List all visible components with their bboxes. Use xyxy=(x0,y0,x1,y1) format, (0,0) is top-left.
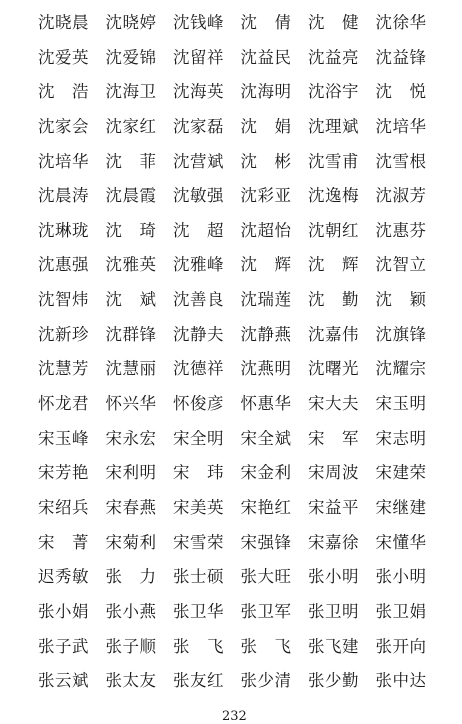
name-entry: 沈 辉 xyxy=(308,255,359,275)
name-entry: 沈爱锦 xyxy=(105,47,157,67)
name-entry: 沈海英 xyxy=(173,82,224,102)
name-entry: 沈善良 xyxy=(173,290,224,310)
name-entry: 沈 勤 xyxy=(308,290,359,310)
name-entry: 张中达 xyxy=(375,671,427,691)
name-entry: 沈爱英 xyxy=(38,47,89,67)
name-entry: 沈静夫 xyxy=(173,324,224,344)
name-entry: 沈益民 xyxy=(240,47,292,67)
name-entry: 宋永宏 xyxy=(105,428,157,448)
name-entry: 沈静燕 xyxy=(240,324,292,344)
name-entry: 张大旺 xyxy=(240,567,292,587)
name-entry: 沈朝红 xyxy=(308,220,359,240)
name-entry: 怀俊彦 xyxy=(173,394,224,414)
name-entry: 宋继建 xyxy=(375,497,427,517)
name-list-grid xyxy=(38,6,440,699)
name-entry: 张子顺 xyxy=(105,636,157,656)
name-entry: 宋全明 xyxy=(173,428,224,448)
name-entry: 沈理斌 xyxy=(308,116,359,136)
name-entry: 迟秀敏 xyxy=(38,567,89,587)
name-entry: 沈家会 xyxy=(38,116,89,136)
name-entry: 沈慧芳 xyxy=(38,359,89,379)
name-entry: 沈 菲 xyxy=(105,151,157,171)
name-entry: 沈智炜 xyxy=(38,290,89,310)
name-entry: 宋大夫 xyxy=(308,394,359,414)
name-entry: 宋建荣 xyxy=(375,463,427,483)
name-entry: 宋利明 xyxy=(105,463,157,483)
name-entry: 宋 菁 xyxy=(38,532,89,552)
name-entry: 张太友 xyxy=(105,671,157,691)
name-entry: 宋玉明 xyxy=(375,394,427,414)
name-entry: 张 力 xyxy=(105,567,157,587)
name-entry: 沈 琦 xyxy=(105,220,157,240)
name-entry: 怀龙君 xyxy=(38,394,89,414)
name-entry: 沈德祥 xyxy=(173,359,224,379)
name-entry: 张小明 xyxy=(308,567,359,587)
name-entry: 张士硕 xyxy=(173,567,224,587)
name-entry: 沈晨霞 xyxy=(105,186,157,206)
name-entry: 沈营斌 xyxy=(173,151,224,171)
name-entry: 沈 斌 xyxy=(105,290,157,310)
name-entry: 沈徐华 xyxy=(375,13,427,32)
name-entry: 沈晓晨 xyxy=(38,13,89,32)
name-entry: 沈曙光 xyxy=(308,359,359,379)
name-entry: 宋艳红 xyxy=(240,497,292,517)
name-entry: 张小燕 xyxy=(105,601,157,621)
name-entry: 宋嘉徐 xyxy=(308,532,359,552)
name-entry: 沈培华 xyxy=(38,151,89,171)
name-entry: 沈 悦 xyxy=(375,82,427,102)
name-entry: 宋全斌 xyxy=(240,428,292,448)
name-entry: 沈新珍 xyxy=(38,324,89,344)
name-entry: 沈雪根 xyxy=(375,151,427,171)
name-entry: 沈智立 xyxy=(375,255,427,275)
name-entry: 沈 倩 xyxy=(240,13,292,32)
name-entry: 宋强锋 xyxy=(240,532,292,552)
name-entry: 张友红 xyxy=(173,671,224,691)
name-entry: 怀兴华 xyxy=(105,394,157,414)
name-entry: 沈海明 xyxy=(240,82,292,102)
name-entry: 沈海卫 xyxy=(105,82,157,102)
name-entry: 沈燕明 xyxy=(240,359,292,379)
name-entry: 宋玉峰 xyxy=(38,428,89,448)
name-entry: 怀惠华 xyxy=(240,394,292,414)
name-entry: 沈瑞莲 xyxy=(240,290,292,310)
name-entry: 沈 颖 xyxy=(375,290,427,310)
name-entry: 张卫明 xyxy=(308,601,359,621)
name-entry: 沈晓婷 xyxy=(105,13,157,32)
name-entry: 沈旗锋 xyxy=(375,324,427,344)
name-entry: 张少勤 xyxy=(308,671,359,691)
name-entry: 沈留祥 xyxy=(173,47,224,67)
name-entry: 沈超怡 xyxy=(240,220,292,240)
name-entry: 沈 浩 xyxy=(38,82,89,102)
name-entry: 张卫华 xyxy=(173,601,224,621)
name-entry: 沈淑芳 xyxy=(375,186,427,206)
name-entry: 张 飞 xyxy=(173,636,224,656)
name-entry: 沈益亮 xyxy=(308,47,359,67)
name-entry: 沈 彬 xyxy=(240,151,292,171)
name-entry: 张云斌 xyxy=(38,671,89,691)
page-number: 232 xyxy=(222,709,247,724)
name-entry: 宋懂华 xyxy=(375,532,427,552)
name-entry: 宋雪荣 xyxy=(173,532,224,552)
name-entry: 宋金利 xyxy=(240,463,292,483)
name-entry: 宋周波 xyxy=(308,463,359,483)
name-entry: 沈晨涛 xyxy=(38,186,89,206)
name-entry: 沈群锋 xyxy=(105,324,157,344)
name-entry: 张开向 xyxy=(375,636,427,656)
name-entry: 沈雅峰 xyxy=(173,255,224,275)
name-entry: 沈逸梅 xyxy=(308,186,359,206)
name-entry: 沈惠芬 xyxy=(375,220,427,240)
name-entry: 沈惠强 xyxy=(38,255,89,275)
name-entry: 宋绍兵 xyxy=(38,497,89,517)
name-entry: 沈浴宇 xyxy=(308,82,359,102)
name-entry: 张子武 xyxy=(38,636,89,656)
name-entry: 沈 娟 xyxy=(240,116,292,136)
name-entry: 沈嘉伟 xyxy=(308,324,359,344)
name-entry: 张小明 xyxy=(375,567,427,587)
name-entry: 宋美英 xyxy=(173,497,224,517)
name-entry: 张卫军 xyxy=(240,601,292,621)
name-entry: 张 飞 xyxy=(240,636,292,656)
name-entry: 沈益锋 xyxy=(375,47,427,67)
name-entry: 沈雅英 xyxy=(105,255,157,275)
name-entry: 宋益平 xyxy=(308,497,359,517)
name-entry: 宋菊利 xyxy=(105,532,157,552)
name-entry: 沈家红 xyxy=(105,116,157,136)
name-entry: 张小娟 xyxy=(38,601,89,621)
name-entry: 张少清 xyxy=(240,671,292,691)
name-entry: 沈家磊 xyxy=(173,116,224,136)
name-entry: 宋 玮 xyxy=(173,463,224,483)
name-entry: 沈彩亚 xyxy=(240,186,292,206)
name-entry: 张卫娟 xyxy=(375,601,427,621)
name-entry: 沈敏强 xyxy=(173,186,224,206)
name-entry: 沈耀宗 xyxy=(375,359,427,379)
name-entry: 沈雪甫 xyxy=(308,151,359,171)
name-entry: 宋 军 xyxy=(308,428,359,448)
name-entry: 宋志明 xyxy=(375,428,427,448)
name-entry: 沈 辉 xyxy=(240,255,292,275)
name-entry: 张飞建 xyxy=(308,636,359,656)
name-entry: 沈钱峰 xyxy=(173,13,224,32)
name-entry: 沈 健 xyxy=(308,13,359,32)
name-entry: 沈慧丽 xyxy=(105,359,157,379)
name-entry: 宋春燕 xyxy=(105,497,157,517)
name-entry: 沈琳珑 xyxy=(38,220,89,240)
name-entry: 沈培华 xyxy=(375,116,427,136)
name-entry: 宋芳艳 xyxy=(38,463,89,483)
name-entry: 沈 超 xyxy=(173,220,224,240)
